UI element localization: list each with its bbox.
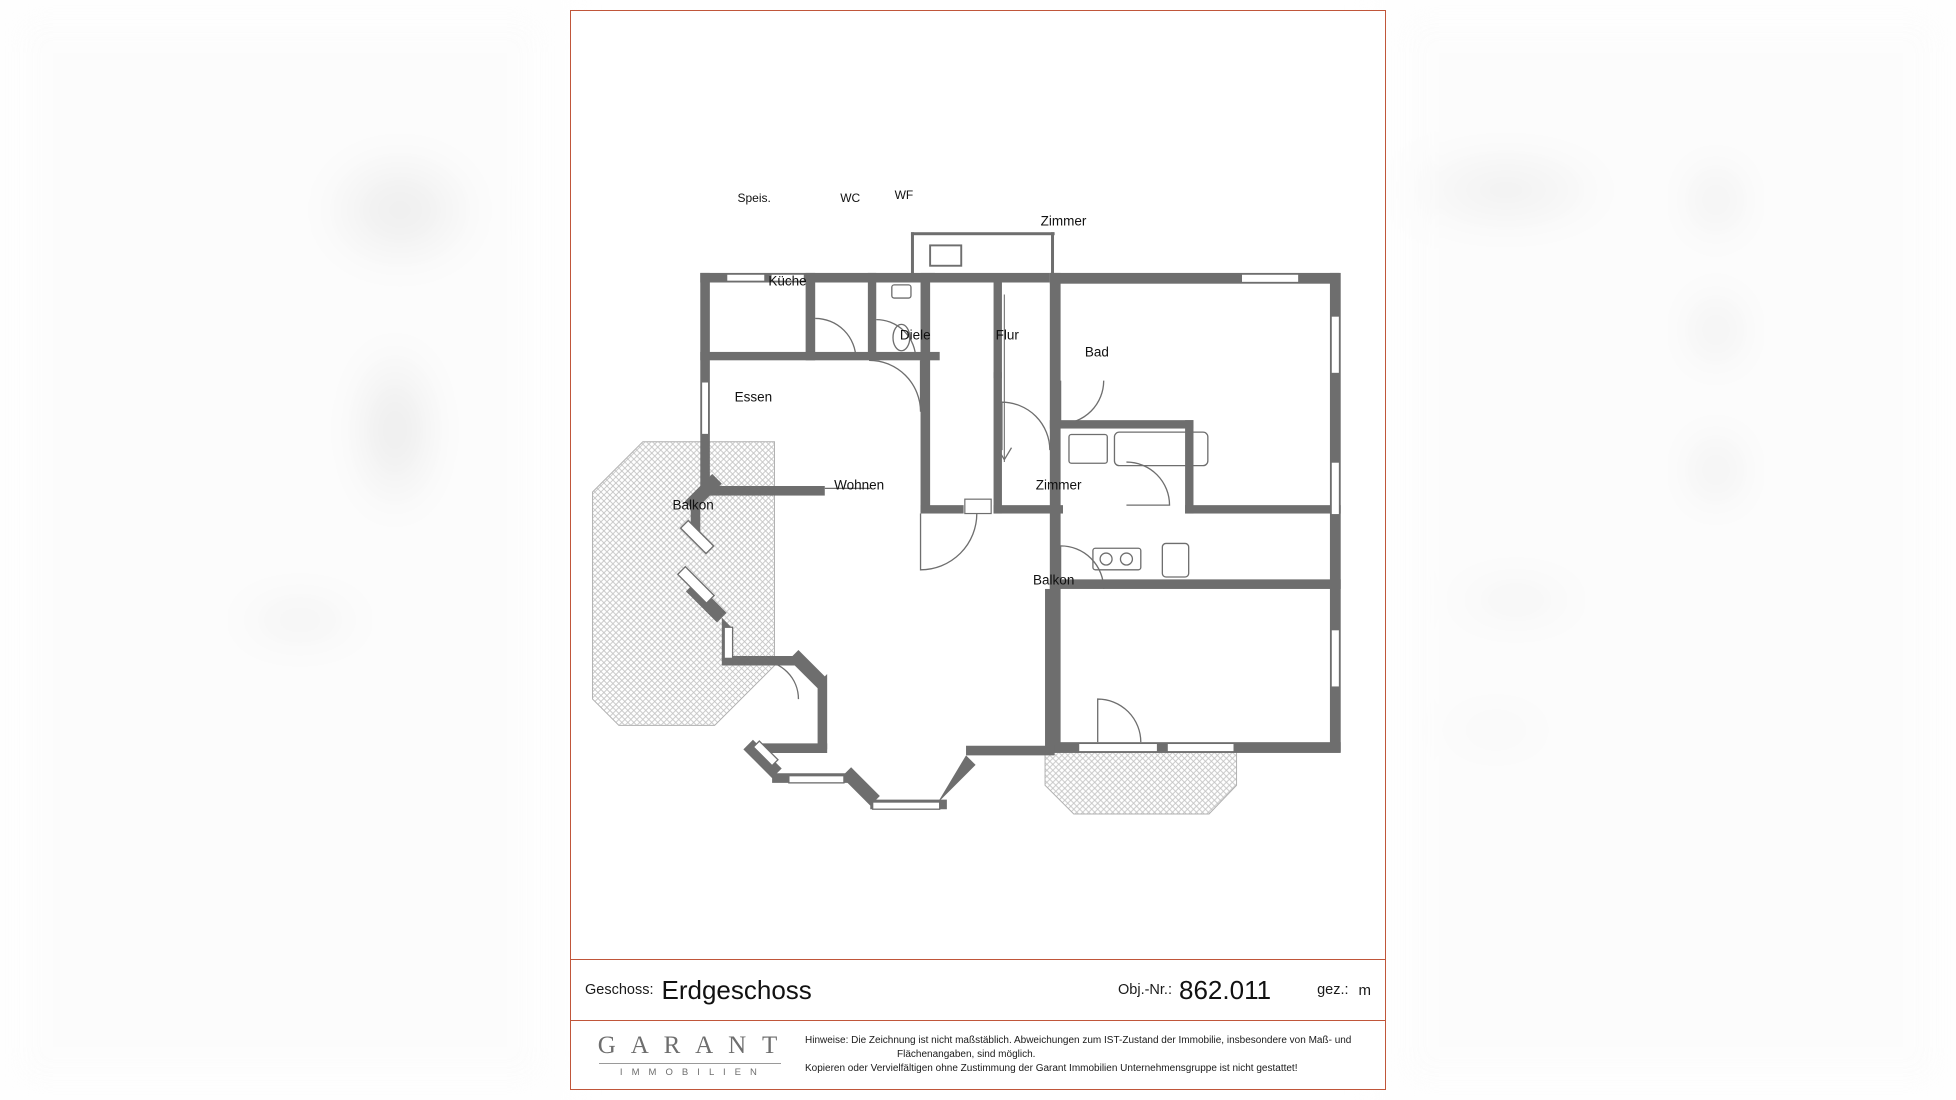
disclaimer-line-1: Hinweise: Die Zeichnung ist nicht maßstäblich. Abweichungen zum IST-Zustand der Immobilie, insbesondere von Maß- und [805,1034,1352,1046]
geschoss-label: Geschoss: [585,982,654,998]
disclaimer-text [795,1034,1351,1077]
objnr-label: Obj.-Nr.: [1118,982,1172,998]
room-label-essen: Essen [734,389,773,405]
floorplan-document [570,10,1386,1090]
floorplan-drawing [571,11,1385,961]
title-band [571,959,1385,1021]
room-label-wohnen: Wohnen [834,477,885,493]
room-label-zimmer-top: Zimmer [1040,213,1087,229]
sanitary-fixtures [892,285,1208,577]
room-label-wf: WF [894,188,914,203]
document-footer [571,1021,1385,1089]
disclaimer-line-2: Flächenangaben, sind möglich. [897,1048,1036,1060]
room-label-bad: Bad [1084,344,1109,360]
gez-label: gez.: [1317,982,1349,998]
logo-divider [599,1063,781,1064]
background-blur-right [1386,0,1956,1100]
room-label-flur: Flur [995,327,1019,343]
background-blur-left [0,0,560,1100]
geschoss-value: Erdgeschoss [661,974,812,1005]
logo-name: G A R A N T [597,1032,783,1059]
objnr-value: 862.011 [1179,974,1272,1005]
logo-subtitle: I M M O B I L I E N [619,1067,761,1078]
room-label-kueche: Küche [768,273,807,289]
floorplan-svg [571,11,1385,961]
room-label-wc: WC [840,191,861,206]
disclaimer-line-3: Kopieren oder Vervielfältigen ohne Zustimmung der Garant Immobilien Unternehmensgruppe ist nicht gestattet! [805,1063,1298,1075]
garant-logo [585,1032,795,1078]
room-label-balkon-right: Balkon [1033,572,1075,588]
room-label-diele: Diele [899,327,931,343]
room-label-balkon-left: Balkon [672,497,714,513]
room-label-speis: Speis. [737,191,771,206]
room-label-zimmer-bottom: Zimmer [1035,477,1082,493]
gez-value: m [1358,981,1371,999]
wall-structure [685,232,1341,809]
